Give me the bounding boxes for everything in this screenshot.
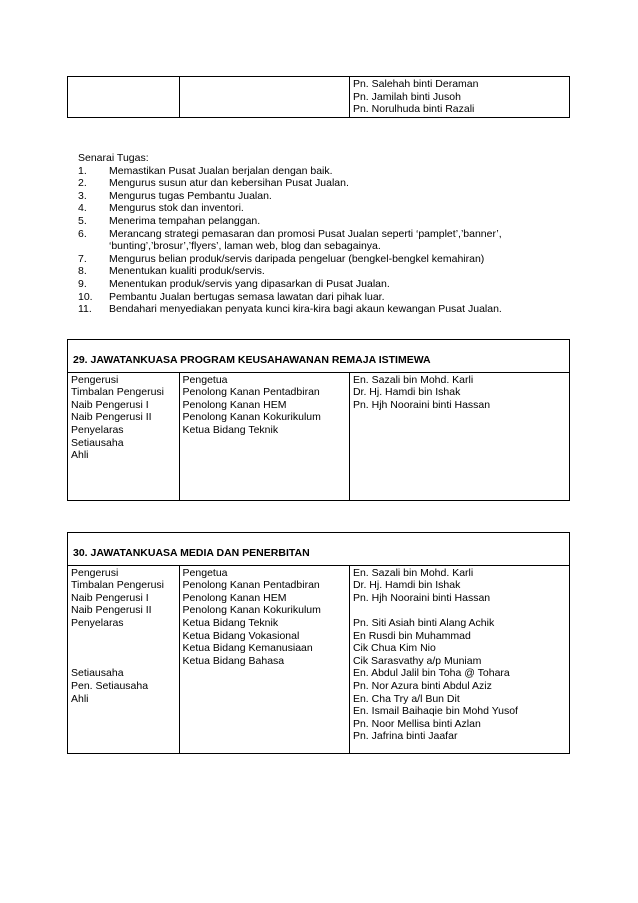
member-name: Pn. Nor Azura binti Abdul Aziz: [352, 679, 492, 692]
member-name: En. Cha Try a/l Bun Dit: [352, 692, 460, 705]
table-row: [68, 565, 570, 753]
role-label: Penolong Kanan Kokurikulum: [182, 604, 321, 617]
item-text: Mengurus stok dan inventori.: [109, 202, 244, 215]
item-text: Merancang strategi pemasaran dan promosi Pusat Jualan seperti ‘pamplet’,’banner’, ‘bunting’,’brosur’,’flyers’, laman web, blog dan sebagainya.: [109, 227, 502, 253]
role-column: [179, 372, 349, 500]
role-label: Pengetua: [182, 566, 228, 579]
table-header-row: [68, 340, 570, 373]
item-number: 6.: [78, 227, 87, 240]
member-name: Dr. Hj. Hamdi bin Ishak: [352, 579, 461, 592]
member-name: En Rusdi bin Muhammad: [352, 629, 471, 642]
table-row: [68, 372, 570, 500]
position-column: [68, 372, 180, 500]
item-number: 4.: [78, 202, 87, 215]
list-item: [78, 291, 558, 304]
member-name: En. Sazali bin Mohd. Karli: [352, 566, 474, 579]
position-label: Penyelaras: [71, 616, 124, 629]
member-name: Cik Sarasvathy a/p Muniam: [352, 654, 482, 667]
role-label: Ketua Bidang Teknik: [182, 616, 279, 629]
continuation-table: [67, 76, 570, 118]
item-text: Menentukan kualiti produk/servis.: [109, 265, 265, 278]
position-label: Pengerusi: [71, 373, 119, 386]
table-cell-col2: [179, 77, 349, 118]
list-item: [78, 190, 558, 203]
item-number: 8.: [78, 265, 87, 278]
item-text: Bendahari menyediakan penyata kunci kira-kira bagi akaun kewangan Pusat Jualan.: [109, 303, 502, 316]
spacer: [71, 642, 176, 655]
item-number: 9.: [78, 277, 87, 290]
member-column: [349, 565, 569, 753]
position-label: Timbalan Pengerusi: [71, 579, 164, 592]
role-label: Penolong Kanan HEM: [182, 591, 287, 604]
position-label: Naib Pengerusi II: [71, 604, 152, 617]
table-cell-col3: [349, 77, 569, 118]
list-item: [78, 265, 558, 278]
position-label: Naib Pengerusi I: [71, 591, 149, 604]
role-label: Penolong Kanan HEM: [182, 398, 287, 411]
role-label: Pengetua: [182, 373, 228, 386]
member-name: Pn. Hjh Nooraini binti Hassan: [352, 398, 491, 411]
task-list-title: Senarai Tugas:: [78, 152, 149, 164]
role-label: Penolong Kanan Kokurikulum: [182, 411, 321, 424]
member-name: Pn. Salehah binti Deraman: [352, 78, 479, 90]
position-label: Setiausaha: [71, 667, 124, 680]
table-cell-col1: [68, 77, 180, 118]
item-text: Menentukan produk/servis yang dipasarkan di Pusat Jualan.: [109, 277, 390, 290]
role-label: Penolong Kanan Pentadbiran: [182, 579, 320, 592]
item-text: Menerima tempahan pelanggan.: [109, 214, 261, 227]
role-label: Penolong Kanan Pentadbiran: [182, 386, 320, 399]
item-text: Pembantu Jualan bertugas semasa lawatan dari pihak luar.: [109, 290, 385, 303]
table-header-row: [68, 533, 570, 566]
committee-29-table: [67, 339, 570, 501]
role-label: Ketua Bidang Teknik: [182, 423, 279, 436]
position-label: Ahli: [71, 692, 89, 705]
member-name: En. Sazali bin Mohd. Karli: [352, 373, 474, 386]
table-row: [68, 77, 570, 118]
position-label: Pengerusi: [71, 566, 119, 579]
item-number: 7.: [78, 252, 87, 265]
position-label: Timbalan Pengerusi: [71, 386, 164, 399]
position-label: Penyelaras: [71, 423, 124, 436]
member-name: Cik Chua Kim Nio: [352, 642, 436, 655]
position-label: Pen. Setiausaha: [71, 679, 149, 692]
task-list-section: [78, 152, 558, 316]
list-item: [78, 165, 558, 178]
item-number: 1.: [78, 164, 87, 177]
member-name: Dr. Hj. Hamdi bin Ishak: [352, 386, 461, 399]
member-name: En. Ismail Baihaqie bin Mohd Yusof: [352, 705, 518, 718]
item-text: Memastikan Pusat Jualan berjalan dengan baik.: [109, 164, 333, 177]
role-column: [179, 565, 349, 753]
item-number: 2.: [78, 177, 87, 190]
role-label: Ketua Bidang Kemanusiaan: [182, 642, 313, 655]
member-name: Pn. Norulhuda binti Razali: [352, 103, 475, 116]
item-text: Mengurus susun atur dan kebersihan Pusat Jualan.: [109, 177, 349, 190]
position-label: Naib Pengerusi I: [71, 398, 149, 411]
item-text: Mengurus belian produk/servis daripada pengeluar (bengkel-bengkel kemahiran): [109, 252, 485, 265]
item-number: 5.: [78, 214, 87, 227]
spacer: [71, 655, 176, 668]
list-item: [78, 228, 558, 253]
position-label: Setiausaha: [71, 436, 124, 449]
spacer: [353, 604, 566, 617]
role-label: Ketua Bidang Bahasa: [182, 654, 285, 667]
list-item: [78, 202, 558, 215]
position-label: Ahli: [71, 449, 89, 462]
spacer: [71, 630, 176, 643]
position-label: Naib Pengerusi II: [71, 411, 152, 424]
list-item: [78, 278, 558, 291]
committee-title: 30. JAWATANKUASA MEDIA DAN PENERBITAN: [68, 533, 570, 566]
member-name: En. Abdul Jalil bin Toha @ Tohara: [352, 667, 510, 680]
member-column: [349, 372, 569, 500]
member-name: Pn. Hjh Nooraini binti Hassan: [352, 591, 491, 604]
list-item: [78, 177, 558, 190]
member-name: Pn. Siti Asiah binti Alang Achik: [352, 616, 495, 629]
task-list: [78, 165, 558, 316]
member-name: Pn. Jafrina binti Jaafar: [352, 730, 458, 743]
list-item: [78, 253, 558, 266]
list-item: [78, 303, 558, 316]
item-number: 3.: [78, 189, 87, 202]
member-name: Pn. Jamilah binti Jusoh: [352, 90, 461, 103]
position-column: [68, 565, 180, 753]
member-name: Pn. Noor Mellisa binti Azlan: [352, 717, 481, 730]
item-text: Mengurus tugas Pembantu Jualan.: [109, 189, 272, 202]
item-number: 10.: [78, 290, 93, 303]
role-label: Ketua Bidang Vokasional: [182, 629, 300, 642]
committee-title: 29. JAWATANKUASA PROGRAM KEUSAHAWANAN REMAJA ISTIMEWA: [68, 340, 570, 373]
item-number: 11.: [78, 303, 92, 316]
committee-30-table: [67, 532, 570, 754]
list-item: [78, 215, 558, 228]
